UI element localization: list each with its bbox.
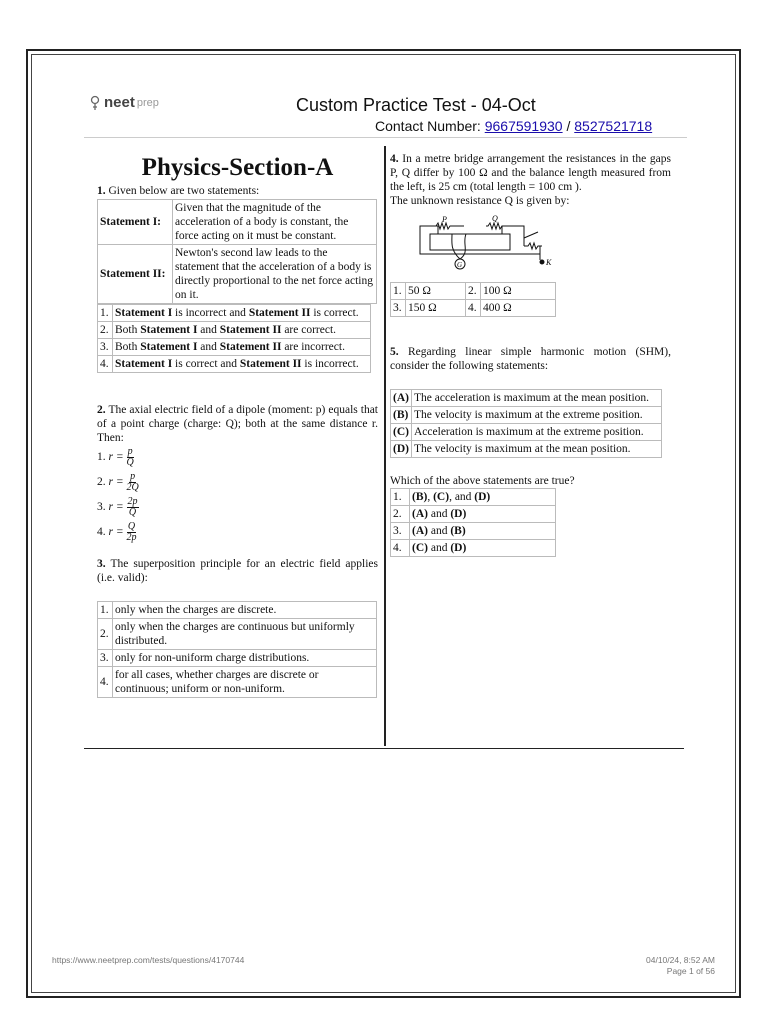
q3-option-2[interactable]: 2. only when the charges are continuous but uniformly distributed. [98, 619, 377, 650]
q5-stem: 5. Regarding linear simple harmonic motion (SHM), consider the following statements: [390, 346, 671, 372]
q3-stem: 3. The superposition principle for an electric field applies (i.e. valid): [97, 558, 378, 584]
footer-meta [646, 955, 715, 977]
bottom-rule [84, 748, 684, 749]
q1-options-table [97, 304, 371, 373]
q1-option-1[interactable]: 1. Statement I is incorrect and Statement II is correct. [98, 305, 371, 322]
q1-option-2[interactable]: 2. Both Statement I and Statement II are correct. [98, 322, 371, 339]
logo-icon [90, 95, 102, 111]
q3-option-4[interactable]: 4. for all cases, whether charges are discrete or continuous; uniform or non-uniform. [98, 667, 377, 698]
table-row: (B) The velocity is maximum at the extreme position. [391, 407, 662, 424]
q1-statements-table [97, 199, 377, 304]
q4-option-4[interactable]: 400 Ω [481, 300, 556, 317]
q5-options-table [390, 488, 556, 557]
left-column [97, 152, 378, 698]
table-row: (C) Acceleration is maximum at the extreme position. [391, 424, 662, 441]
q2-stem: 2. The axial electric field of a dipole (moment: p) equals that of a point charge (charge: Q); both at the same distance r. Then: [97, 404, 379, 444]
table-row: Statement I: Given that the magnitude of the acceleration of a body is constant, the force acting on it must be constant. [98, 200, 377, 245]
q1-option-4[interactable]: 4. Statement I is correct and Statement II is incorrect. [98, 356, 371, 373]
metre-bridge-diagram [400, 212, 560, 280]
q4-option-4-num[interactable]: 4. [466, 300, 481, 317]
neetprep-logo [90, 94, 159, 111]
q1-option-3[interactable]: 3. Both Statement I and Statement II are incorrect. [98, 339, 371, 356]
q4-option-1[interactable]: 50 Ω [406, 283, 466, 300]
q5-option-1[interactable]: 1. (B), (C), and (D) [391, 489, 556, 506]
q4-options-table [390, 282, 556, 317]
q2-option-4[interactable]: 4. r = $\frac{Q}{2p}$ [97, 521, 137, 543]
phone-link-2[interactable]: 8527521718 [574, 118, 653, 134]
q3-options-table [97, 601, 377, 698]
logo-prep: prep [136, 96, 159, 109]
q5-option-2[interactable]: 2. (A) and (D) [391, 506, 556, 523]
diagram-label-g: G [457, 261, 463, 269]
q5-statements-table [390, 389, 662, 458]
q4-option-3[interactable]: 150 Ω [406, 300, 466, 317]
q4-stem2: The unknown resistance Q is given by: [390, 195, 570, 207]
footer-datetime: 04/10/24, 8:52 AM [646, 955, 715, 965]
phone-link-1[interactable]: 9667591930 [484, 118, 563, 134]
q4-option-3-num[interactable]: 3. [391, 300, 406, 317]
contact-line [375, 118, 652, 134]
q5-question: Which of the above statements are true? [390, 475, 575, 487]
table-row: Statement II: Newton's second law leads to the statement that the acceleration of a body is directly proportional to the net force acting on it. [98, 245, 377, 304]
q2-option-2[interactable]: 2. r = $\frac{p}{2Q}$ [97, 471, 139, 493]
diagram-label-k: K [546, 258, 552, 267]
q3-option-3[interactable]: 3. only for non-uniform charge distributions. [98, 650, 377, 667]
contact-label: Contact Number: [375, 118, 481, 134]
footer-url: https://www.neetprep.com/tests/questions/4170744 [52, 955, 245, 965]
diagram-label-q: Q [492, 214, 498, 223]
table-row [391, 300, 556, 317]
q3-option-1[interactable]: 1. only when the charges are discrete. [98, 602, 377, 619]
column-divider [384, 146, 386, 746]
header-rule [84, 137, 687, 138]
right-column [390, 152, 671, 557]
q4-stem: 4. In a metre bridge arrangement the resistances in the gaps P, Q differ by 100 Ω and the balance length measured from the left, is 25 cm (total length = 100 cm ). [390, 153, 671, 193]
footer-page-number: Page 1 of 56 [666, 966, 715, 976]
logo-neet: neet [104, 94, 135, 111]
table-row [391, 283, 556, 300]
q4-option-2-num[interactable]: 2. [466, 283, 481, 300]
table-row: (A) The acceleration is maximum at the mean position. [391, 390, 662, 407]
diagram-label-p: P [442, 215, 447, 224]
q1-stem: 1. Given below are two statements: [97, 185, 260, 197]
contact-separator: / [566, 118, 571, 134]
test-title: Custom Practice Test - 04-Oct [296, 95, 536, 115]
q4-option-2[interactable]: 100 Ω [481, 283, 556, 300]
q2-option-1[interactable]: 1. r = $\frac{p}{Q}$ [97, 446, 134, 468]
q5-option-3[interactable]: 3. (A) and (B) [391, 523, 556, 540]
q4-option-1-num[interactable]: 1. [391, 283, 406, 300]
table-row: (D) The velocity is maximum at the mean position. [391, 441, 662, 458]
q5-option-4[interactable]: 4. (C) and (D) [391, 540, 556, 557]
section-title: Physics-Section-A [141, 154, 334, 181]
q2-option-3[interactable]: 3. r = $\frac{2p}{Q}$ [97, 496, 138, 518]
